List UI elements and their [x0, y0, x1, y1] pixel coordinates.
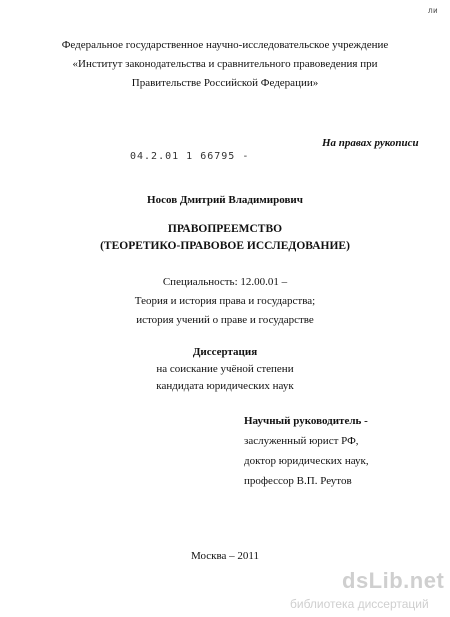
watermark	[342, 568, 445, 594]
specialty-line-3: история учений о праве и государстве	[136, 314, 314, 326]
library-stamp-number: 04.2.01 1 66795 -	[130, 151, 250, 162]
degree-line-1: на соискание учёной степени	[156, 363, 294, 375]
dissertation-heading: Диссертация	[192, 346, 258, 358]
specialty-line-2: Теория и история права и государства;	[134, 295, 316, 307]
specialty-block	[0, 273, 450, 330]
author-name: Носов Дмитрий Владимирович	[147, 194, 303, 206]
dissertation-title	[0, 221, 450, 255]
supervisor-line-1: заслуженный юрист РФ,	[244, 435, 359, 447]
specialty-line-1: Специальность: 12.00.01 –	[162, 276, 288, 288]
institution-line-1: Федеральное государственное научно-исследовательское учреждение	[61, 39, 389, 51]
institution-line-3: Правительстве Российской Федерации»	[131, 77, 319, 89]
institution-block	[0, 36, 450, 93]
place-year: Москва – 2011	[190, 550, 260, 562]
corner-mark: ли	[428, 6, 438, 15]
institution-line-2: «Институт законодательства и сравнительного правоведения при	[72, 58, 378, 70]
title-line-1: ПРАВОПРЕЕМСТВО	[167, 223, 283, 235]
rights-note: На правах рукописи	[322, 137, 419, 149]
supervisor-heading: Научный руководитель -	[244, 415, 368, 427]
supervisor-line-3: профессор В.П. Реутов	[244, 475, 352, 487]
watermark-subtitle: библиотека диссертаций	[290, 597, 429, 611]
dissertation-degree-block	[0, 344, 450, 395]
watermark-logo: dsLib.net	[342, 568, 445, 593]
degree-line-2: кандидата юридических наук	[156, 380, 294, 392]
supervisor-block	[244, 411, 369, 491]
title-line-2: (ТЕОРЕТИКО-ПРАВОВОЕ ИССЛЕДОВАНИЕ)	[100, 240, 350, 252]
supervisor-line-2: доктор юридических наук,	[244, 455, 369, 467]
